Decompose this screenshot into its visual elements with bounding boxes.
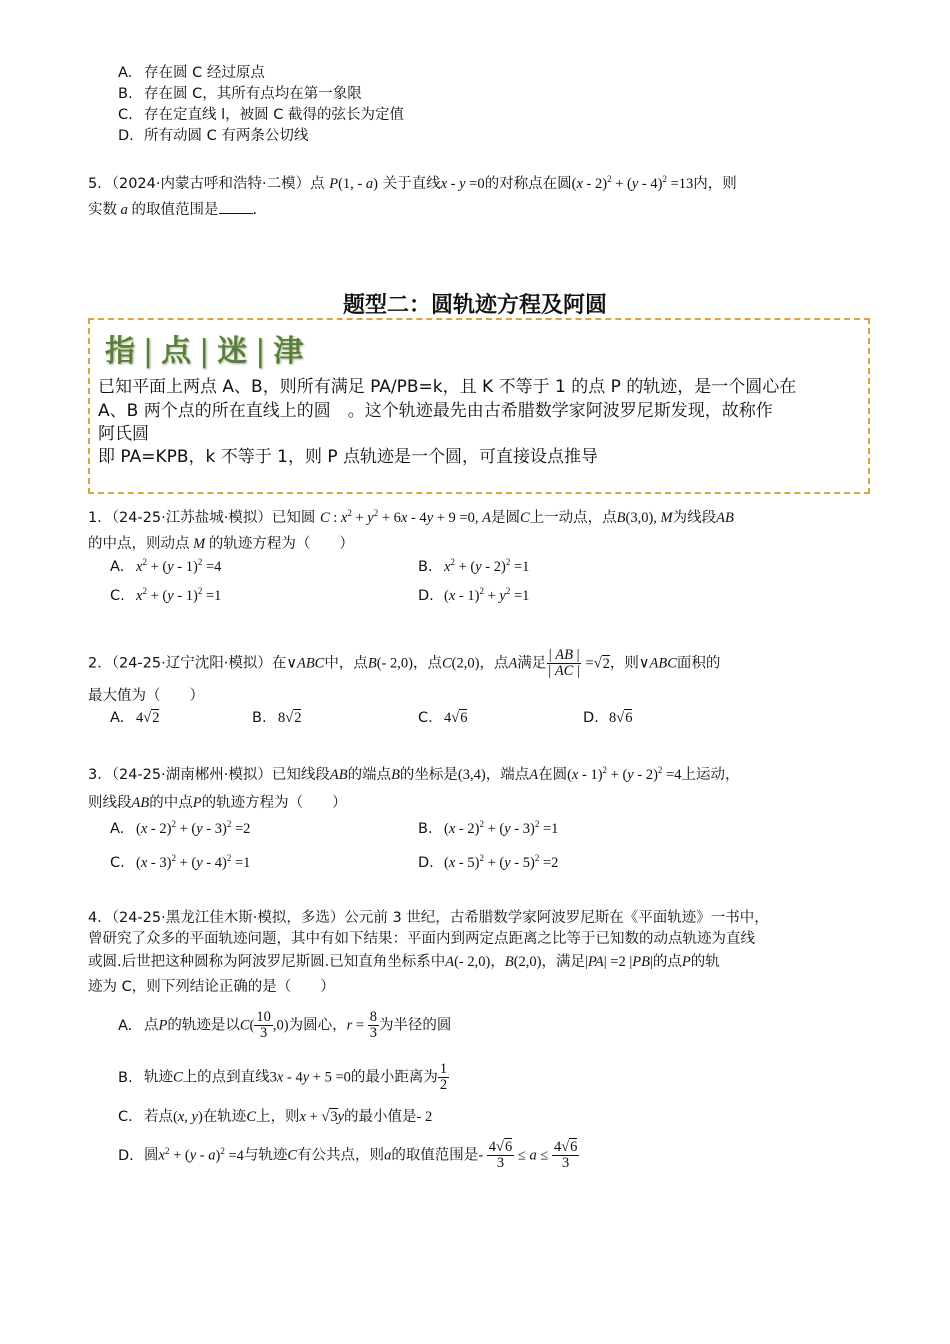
p3-option-c: C. (x - 3)$^2$ + (y - 4)$^2$ =1 xyxy=(110,853,251,871)
p1-line1: 1．（24-25·江苏盐城·模拟）已知圆 C : $x^2 + y^2 + 6x - 4y + 9 =0$, A是圆C上一动点，点B(3,0), M为线段AB xyxy=(88,508,734,526)
p2-option-c: C. 4√6 xyxy=(418,710,468,726)
p4-line1: 4．（24-25·黑龙江佳木斯·模拟，多选）公元前 3 世纪，古希腊数学家阿波罗尼斯在《平面轨迹》一书中， xyxy=(88,910,769,926)
p4-line4: 迹为 C，则下列结论正确的是（ ） xyxy=(88,979,335,995)
p3-option-d: D. (x - 5)$^2$ + (y - 5)$^2$ =2 xyxy=(418,853,559,871)
q5-line2: 实数 a 的取值范围是 . xyxy=(88,202,258,218)
p2-option-a: A. 4√2 xyxy=(110,710,160,726)
tip-line-2: A、B 两个点的所在直线上的圆 。这个轨迹最先由古希腊数学家阿波罗尼斯发现，故称作 xyxy=(98,401,773,421)
tip-line-3: 阿氏圆 xyxy=(98,424,149,444)
p4-line3: 或圆.后世把这种圆称为阿波罗尼斯圆.已知直角坐标系中A(- 2,0)，B(2,0)，满足|PA| =2 |PB|的点P的轨 xyxy=(88,954,720,970)
q5-line1: 5．（2024·内蒙古呼和浩特·二模）点 P(1, - a) 关于直线x - y =0的对称点在圆(x - 2)$^2$ + (y - 4)$^2$ =13内，则 xyxy=(88,174,737,192)
prev-option-c: C. 存在定直线 l，被圆 C 截得的弦长为定值 xyxy=(118,107,404,123)
p4-option-c: C. 若点(x, y)在轨迹C上，则x + √3y的最小值是- 2 xyxy=(118,1109,433,1125)
p4-option-d: D. 圆$x^2 + (y - a)^2 =4$与轨迹C有公共点，则a的取值范围是- $\frac{4√6}{3}$ ≤ a ≤ $\frac{4√6}{3}$ xyxy=(118,1139,578,1172)
tip-line-1: 已知平面上两点 A、B，则所有满足 PA/PB=k，且 K 不等于 1 的点 P 的轨迹，是一个圆心在 xyxy=(98,377,797,397)
p1-option-c: C. $x^2 + (y - 1)^2 =1$ xyxy=(110,586,222,604)
answer-blank[interactable] xyxy=(219,201,253,214)
p1-line2: 的中点，则动点 M 的轨迹方程为（ ） xyxy=(88,536,354,552)
p1-option-b: B. $x^2 + (y - 2)^2 =1$ xyxy=(418,557,530,575)
p4-option-a: A. 点P的轨迹是以C( $\frac{10}{3}$ ,0)为圆心，r = $\frac{8}{3}$ 为半径的圆 xyxy=(118,1009,452,1042)
p1-option-a: A. $x^2 + (y - 1)^2 =4$ xyxy=(110,557,222,575)
prev-option-a: A. 存在圆 C 经过原点 xyxy=(118,65,265,81)
p3-option-a: A. (x - 2)$^2$ + (y - 3)$^2$ =2 xyxy=(110,819,251,837)
tip-line-4: 即 PA=KPB，k 不等于 1，则 P 点轨迹是一个圆，可直接设点推导 xyxy=(98,447,599,467)
p1-option-d: D. $(x - 1)^2 + y^2 =1$ xyxy=(418,586,530,604)
p4-line2: 曾研究了众多的平面轨迹问题，其中有如下结果：平面内到两定点距离之比等于已知数的动点轨迹为直线 xyxy=(88,931,755,947)
tip-heading: 指 | 点 | 迷 | 津 xyxy=(105,334,306,369)
section-title: 题型二：圆轨迹方程及阿圆 xyxy=(342,293,607,318)
p2-option-b: B. 8√2 xyxy=(252,710,302,726)
p4-option-b: B. 轨迹C上的点到直线3x - 4y + 5 =0的最小距离为 $\frac{1}{2}$ xyxy=(118,1061,448,1094)
prev-option-d: D. 所有动圆 C 有两条公切线 xyxy=(118,128,309,144)
p3-line2: 则线段AB的中点P的轨迹方程为（ ） xyxy=(88,795,347,811)
p2-line2: 最大值为（ ） xyxy=(88,688,204,704)
p2-option-d: D. 8√6 xyxy=(583,710,633,726)
p3-option-b: B. (x - 2)$^2$ + (y - 3)$^2$ =1 xyxy=(418,819,559,837)
prev-option-b: B. 存在圆 C，其所有点均在第一象限 xyxy=(118,86,362,102)
p2-line1: 2．（24-25·辽宁沈阳·模拟）在∨ABC中，点B(- 2,0)，点C(2,0)，点A满足 $\frac{| AB |}{| AC |}$ =√2，则∨ABC面积的 xyxy=(88,647,721,680)
p3-line1: 3．（24-25·湖南郴州·模拟）已知线段AB的端点B的坐标是(3,4)，端点A在圆(x - 1)$^2$ + (y - 2)$^2$ =4上运动， xyxy=(88,765,740,783)
